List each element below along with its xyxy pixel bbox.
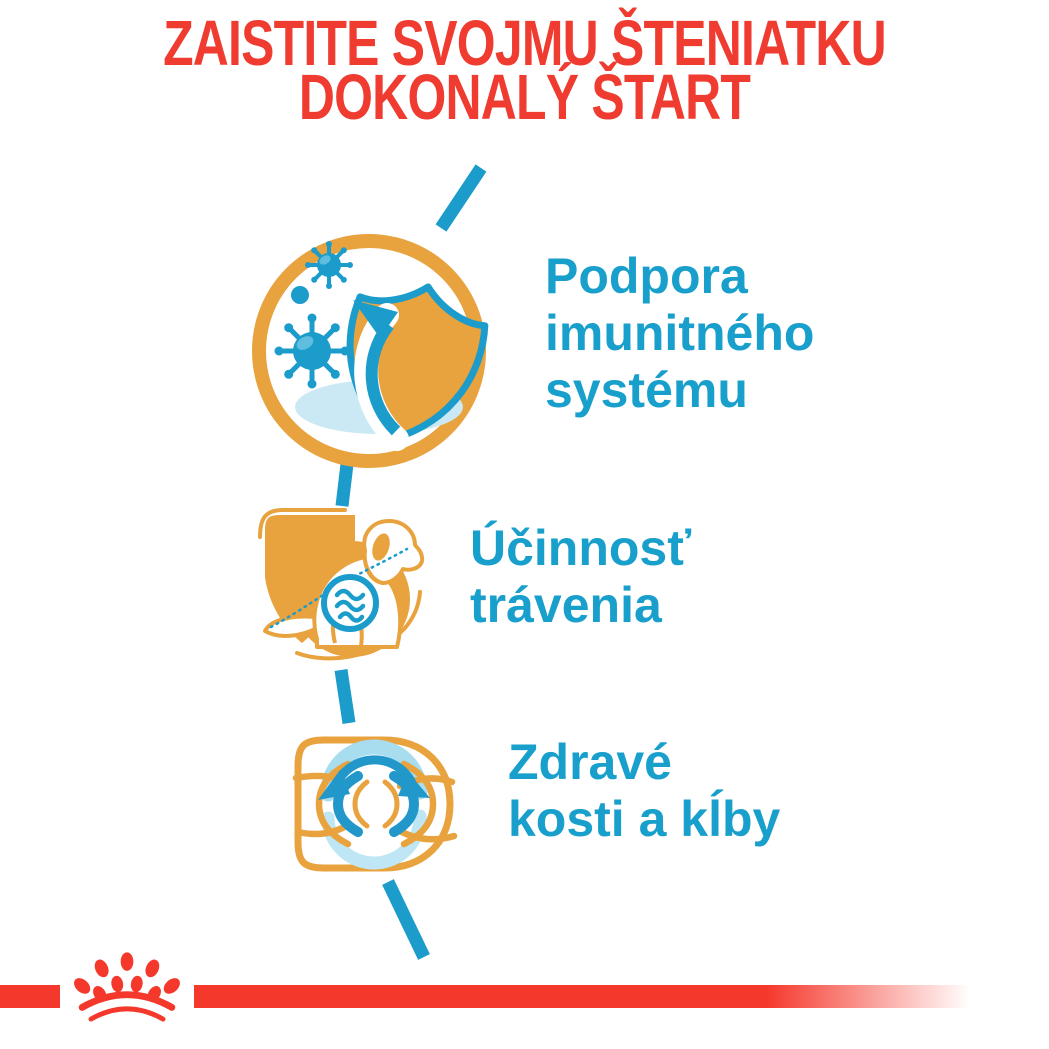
- label-line: systému: [545, 362, 748, 418]
- title-line-2: DOKONALÝ ŠTART: [298, 61, 751, 133]
- label-line: Podpora: [545, 248, 748, 304]
- royal-canin-crown-logo: [60, 940, 194, 1028]
- benefit-label-digestion: [470, 520, 691, 634]
- label-line: kosti a kĺby: [508, 791, 781, 847]
- label-line: imunitného: [545, 305, 815, 361]
- title-line-1: ZAISTITE SVOJMU ŠTENIATKU: [163, 7, 886, 79]
- label-line: Účinnosť: [470, 520, 692, 576]
- benefit-label-immunity: [545, 248, 814, 419]
- immune-shield-icon: [249, 231, 489, 471]
- label-line: trávenia: [470, 577, 662, 633]
- bones-joints-icon: [288, 730, 460, 878]
- page-title: [115, 7, 933, 133]
- crown-icon: [68, 945, 186, 1023]
- benefit-label-bones: [508, 734, 780, 848]
- digestion-dog-icon: [257, 507, 425, 661]
- label-line: Zdravé: [508, 734, 672, 790]
- dot-particle: [291, 286, 309, 304]
